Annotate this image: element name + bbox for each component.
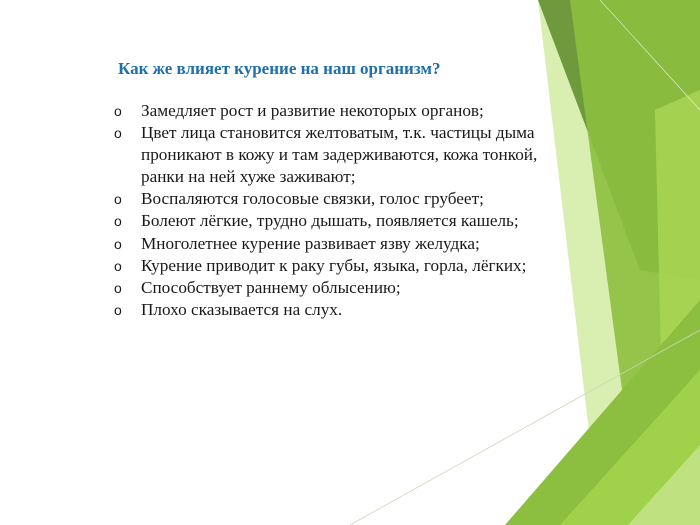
bullet-icon: o [114, 257, 122, 274]
bullet-icon: o [114, 213, 122, 230]
bullet-icon: o [114, 103, 122, 119]
list-item-text: Курение приводит к раку губы, языка, горла, лёгких; [141, 255, 527, 275]
list-item [112, 233, 542, 255]
bullet-icon: o [114, 125, 122, 142]
list-item-text: Болеют лёгкие, трудно дышать, появляется кашель; [141, 211, 519, 231]
list-item [112, 299, 542, 321]
list-item-text: Замедляет рост и развитие некоторых органов; [141, 101, 484, 120]
bullet-icon: o [114, 279, 122, 296]
bullet-list [112, 100, 542, 321]
list-item-text: Плохо сказывается на слух. [141, 299, 343, 319]
list-item-text: Способствует раннему облысению; [141, 277, 401, 297]
list-item [112, 188, 542, 210]
slide-title: Как же влияет курение на наш организм? [118, 59, 441, 78]
bullet-icon: o [114, 235, 122, 252]
list-item [112, 100, 542, 122]
list-item-text: Цвет лица становится желтоватым, т.к. частицы дыма проникают в кожу и там задерживаются, кожа тонкой, ранки на ней хуже заживают; [141, 123, 538, 187]
list-item [112, 122, 542, 188]
bullet-icon: o [114, 301, 122, 318]
list-item-text: Воспаляются голосовые связки, голос грубеет; [141, 189, 484, 209]
slide-content [112, 59, 542, 321]
list-item [112, 255, 542, 277]
bullet-icon: o [114, 191, 122, 208]
list-item [112, 210, 542, 232]
list-item [112, 277, 542, 299]
list-item-text: Многолетнее курение развивает язву желудка; [141, 233, 480, 253]
